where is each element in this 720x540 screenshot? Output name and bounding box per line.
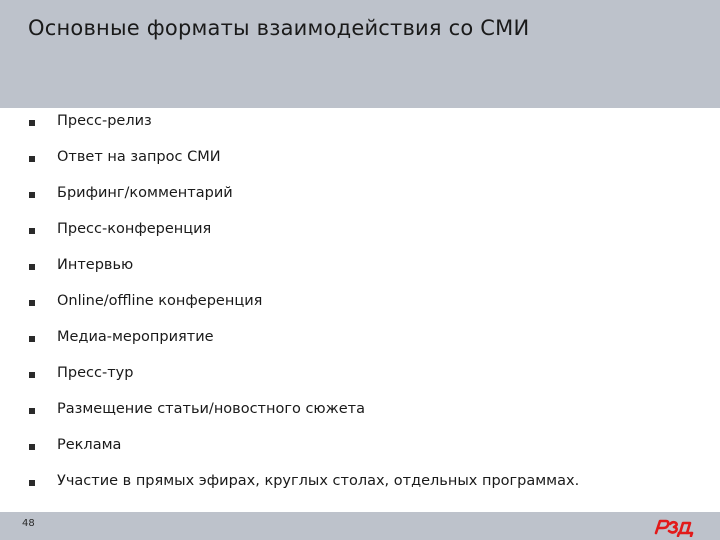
- list-item-text: Пресс-тур: [57, 365, 134, 381]
- square-bullet-icon: [29, 228, 35, 234]
- list-item-text: Пресс-релиз: [57, 113, 152, 129]
- slide-footer: [0, 512, 720, 540]
- list-item: [0, 112, 720, 136]
- square-bullet-icon: [29, 300, 35, 306]
- list-item-text: Размещение статьи/новостного сюжета: [57, 401, 365, 417]
- square-bullet-icon: [29, 156, 35, 162]
- list-item: [0, 148, 720, 172]
- list-item: [0, 436, 720, 460]
- list-item-text: Брифинг/комментарий: [57, 185, 233, 201]
- square-bullet-icon: [29, 192, 35, 198]
- list-item: [0, 256, 720, 280]
- slide-title: Основные форматы взаимодействия со СМИ: [28, 16, 530, 40]
- slide-header: [0, 0, 720, 108]
- rzd-logo-icon: [652, 515, 698, 537]
- list-item-text: Online/offline конференция: [57, 293, 263, 309]
- list-item: [0, 472, 720, 496]
- square-bullet-icon: [29, 372, 35, 378]
- list-item-text: Медиа-мероприятие: [57, 329, 214, 345]
- list-item: [0, 400, 720, 424]
- list-item-text: Пресс-конференция: [57, 221, 212, 237]
- square-bullet-icon: [29, 264, 35, 270]
- list-item: [0, 364, 720, 388]
- square-bullet-icon: [29, 444, 35, 450]
- list-item: [0, 328, 720, 352]
- list-item: [0, 220, 720, 244]
- list-item-text: Реклама: [57, 437, 122, 453]
- page-number: 48: [22, 518, 35, 529]
- square-bullet-icon: [29, 336, 35, 342]
- list-item: [0, 184, 720, 208]
- square-bullet-icon: [29, 408, 35, 414]
- list-item-text: Интервью: [57, 257, 134, 273]
- list-item: [0, 292, 720, 316]
- square-bullet-icon: [29, 480, 35, 486]
- list-item-text: Ответ на запрос СМИ: [57, 149, 221, 165]
- square-bullet-icon: [29, 120, 35, 126]
- list-item-text: Участие в прямых эфирах, круглых столах, отдельных программах.: [57, 473, 580, 489]
